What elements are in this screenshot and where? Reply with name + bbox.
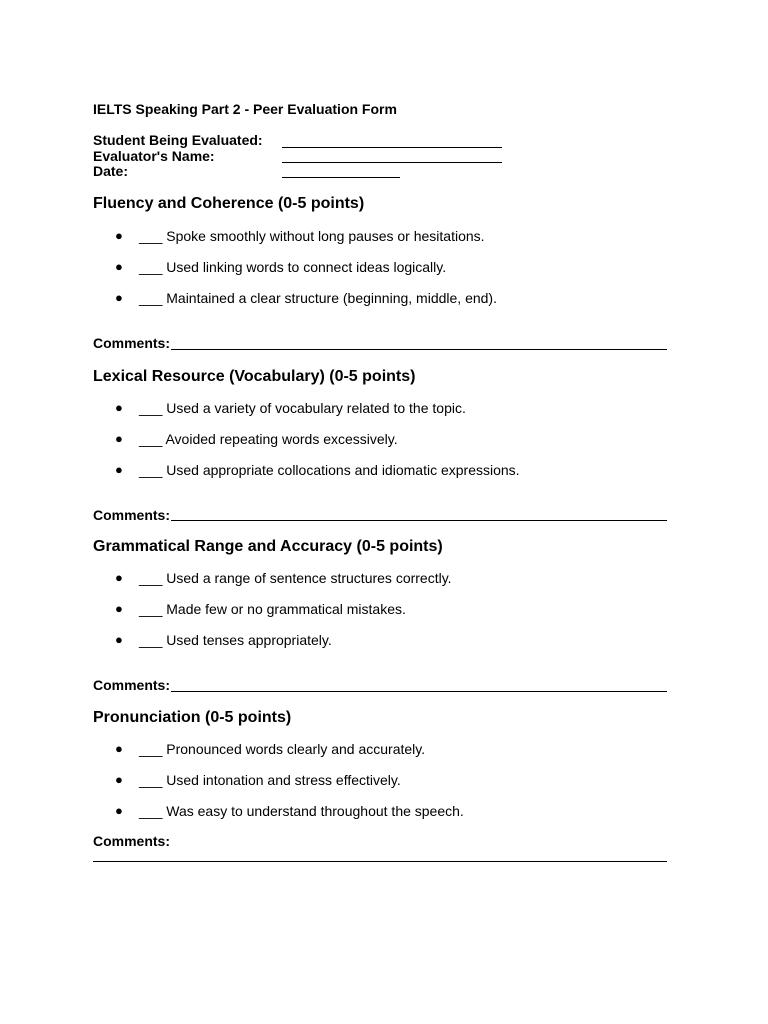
comments-label: Comments: bbox=[93, 833, 171, 849]
bullet-icon: ● bbox=[115, 601, 123, 616]
section-heading-grammar: Grammatical Range and Accuracy (0-5 points) bbox=[93, 538, 443, 555]
comments-line[interactable] bbox=[93, 861, 667, 862]
bullet-icon: ● bbox=[115, 290, 123, 305]
list-item-text: ___ Was easy to understand throughout the speech. bbox=[139, 803, 464, 819]
bullet-icon: ● bbox=[115, 803, 123, 818]
bullet-icon: ● bbox=[115, 400, 123, 415]
student-label: Student Being Evaluated: bbox=[93, 132, 263, 148]
bullet-icon: ● bbox=[115, 259, 123, 274]
list-item-text: ___ Used appropriate collocations and idiomatic expressions. bbox=[139, 462, 520, 478]
bullet-icon: ● bbox=[115, 431, 123, 446]
list-item-text: ___ Maintained a clear structure (beginning, middle, end). bbox=[139, 290, 497, 306]
comments-label: Comments: bbox=[93, 507, 171, 523]
evaluator-name-line[interactable] bbox=[282, 162, 502, 163]
bullet-icon: ● bbox=[115, 741, 123, 756]
date-label: Date: bbox=[93, 163, 129, 179]
comments-label: Comments: bbox=[93, 677, 171, 693]
list-item-text: ___ Pronounced words clearly and accurately. bbox=[139, 741, 426, 757]
list-item-text: ___ Spoke smoothly without long pauses or hesitations. bbox=[139, 228, 485, 244]
evaluator-label: Evaluator's Name: bbox=[93, 148, 215, 164]
document-title: IELTS Speaking Part 2 - Peer Evaluation Form bbox=[93, 101, 397, 117]
section-heading-fluency: Fluency and Coherence (0-5 points) bbox=[93, 195, 365, 212]
list-item-text: ___ Used intonation and stress effectively. bbox=[139, 772, 401, 788]
bullet-icon: ● bbox=[115, 228, 123, 243]
section-heading-lexical: Lexical Resource (Vocabulary) (0-5 points) bbox=[93, 368, 416, 385]
bullet-icon: ● bbox=[115, 772, 123, 787]
list-item-text: ___ Avoided repeating words excessively. bbox=[139, 431, 398, 447]
bullet-icon: ● bbox=[115, 462, 123, 477]
bullet-icon: ● bbox=[115, 570, 123, 585]
list-item-text: ___ Used a variety of vocabulary related to the topic. bbox=[139, 400, 466, 416]
list-item-text: ___ Used linking words to connect ideas logically. bbox=[139, 259, 447, 275]
list-item-text: ___ Made few or no grammatical mistakes. bbox=[139, 601, 406, 617]
student-name-line[interactable] bbox=[282, 147, 502, 148]
comments-line[interactable] bbox=[171, 520, 667, 521]
comments-label: Comments: bbox=[93, 335, 171, 351]
bullet-icon: ● bbox=[115, 632, 123, 647]
section-heading-pronunciation: Pronunciation (0-5 points) bbox=[93, 709, 292, 726]
list-item-text: ___ Used tenses appropriately. bbox=[139, 632, 332, 648]
list-item-text: ___ Used a range of sentence structures correctly. bbox=[139, 570, 452, 586]
comments-line[interactable] bbox=[171, 691, 667, 692]
date-line[interactable] bbox=[282, 177, 400, 178]
comments-line[interactable] bbox=[171, 349, 667, 350]
